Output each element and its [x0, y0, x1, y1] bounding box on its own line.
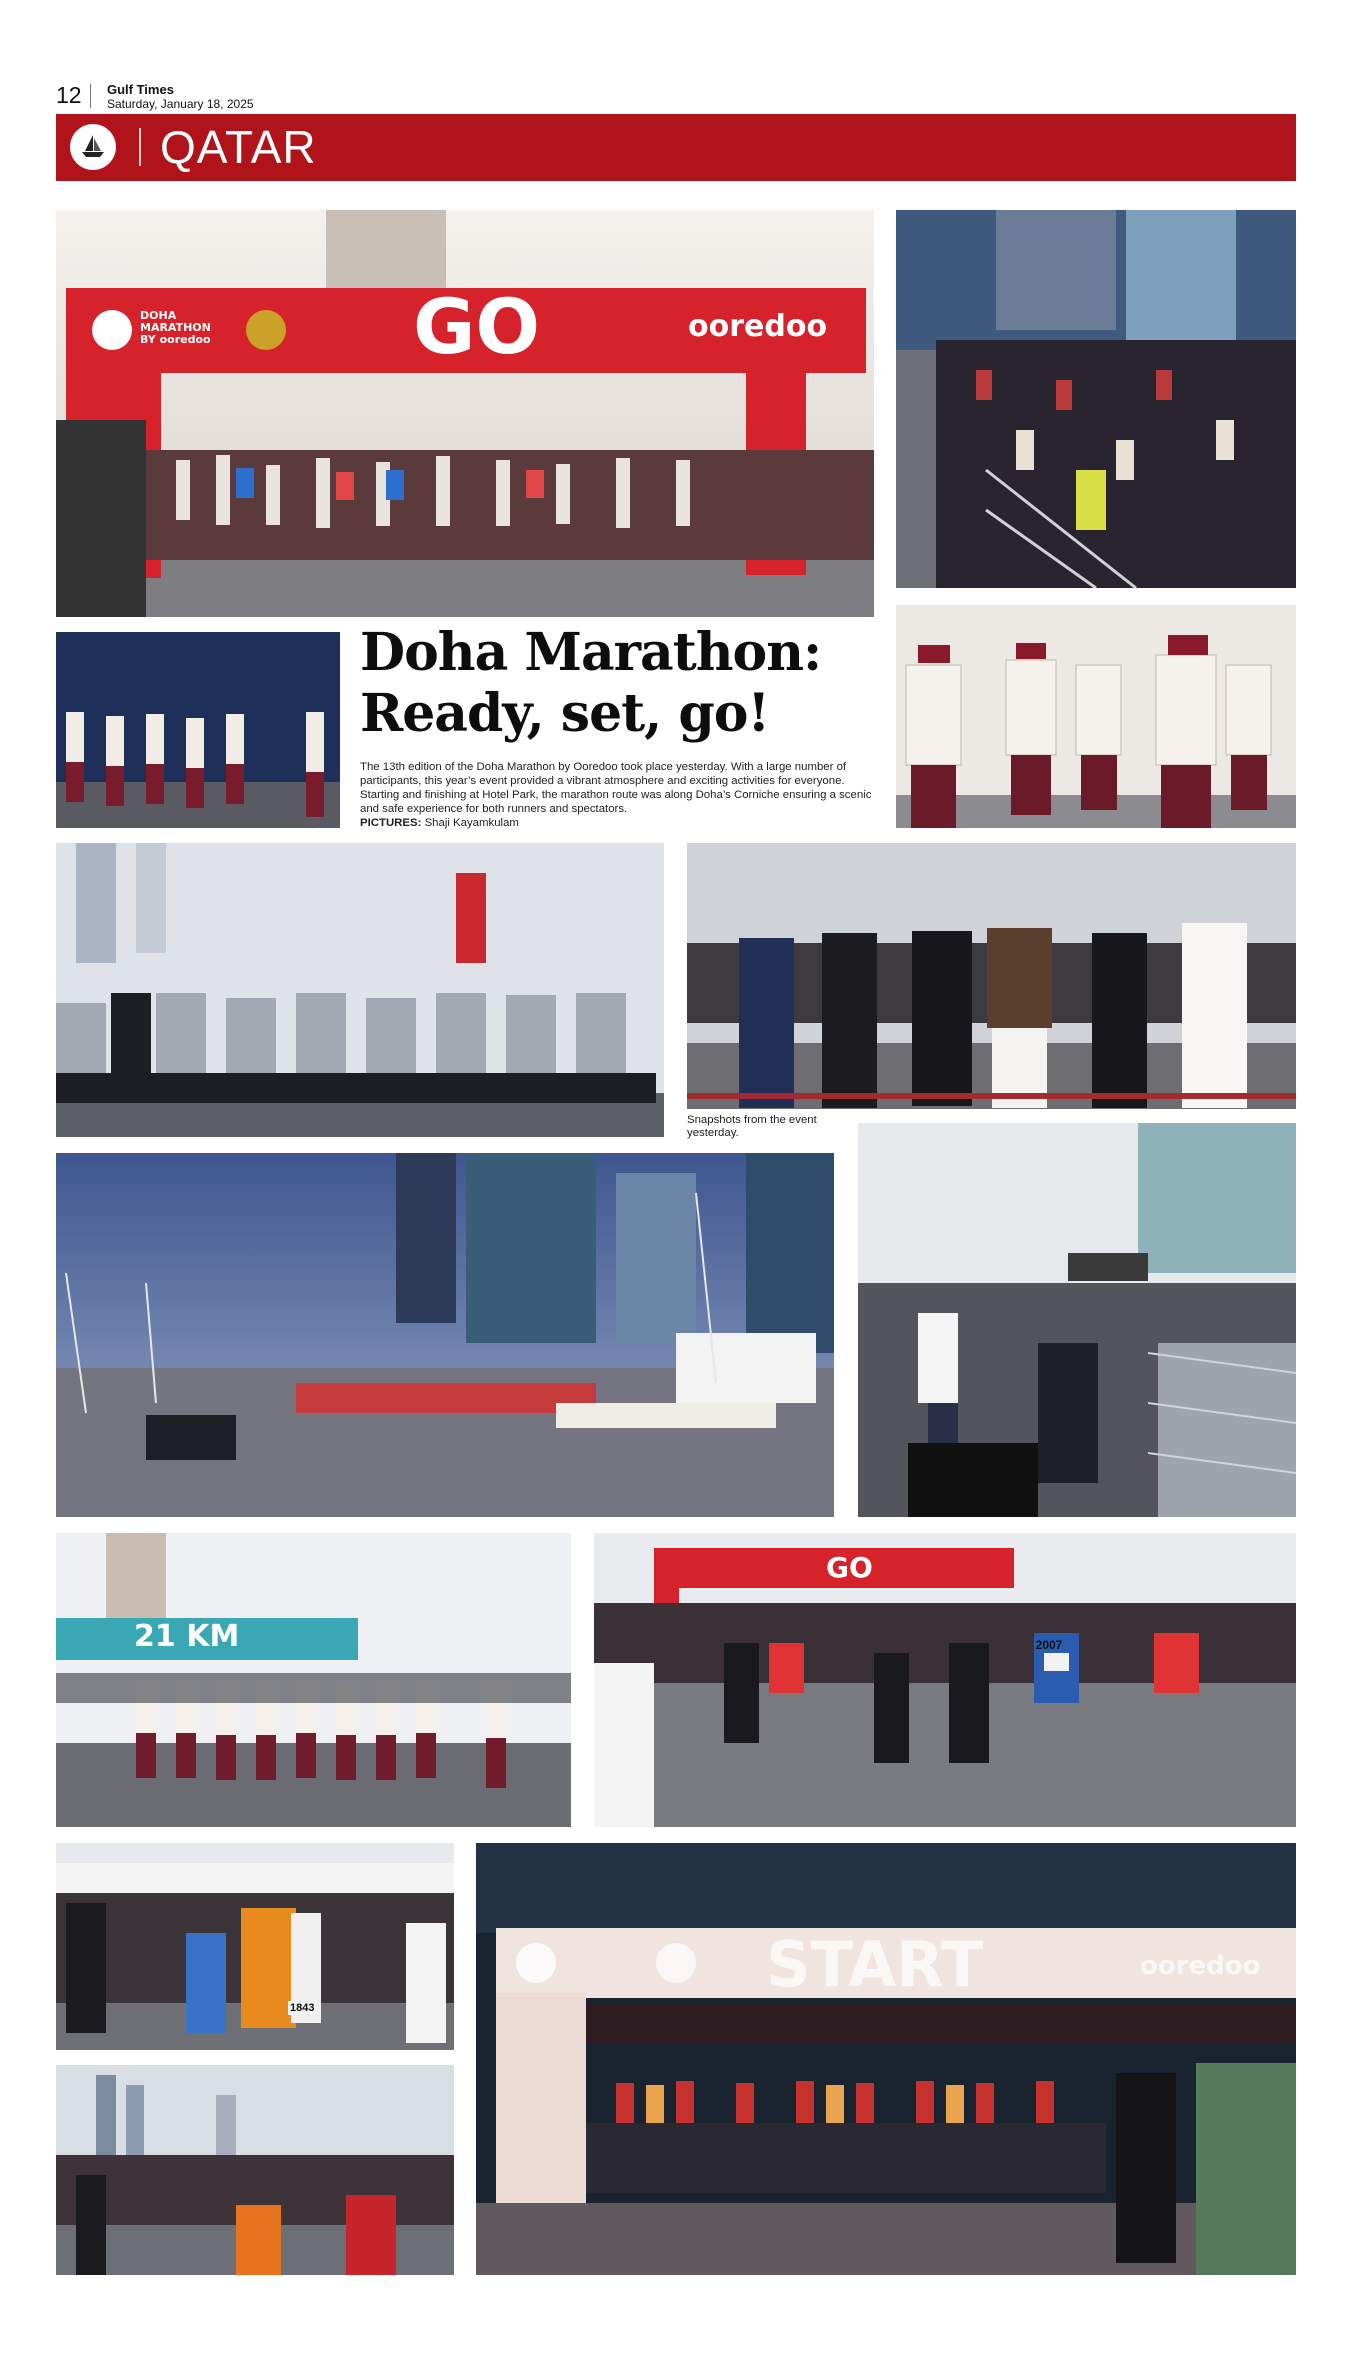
go-arch-text: GO	[413, 282, 540, 371]
photo-military-band-night	[56, 632, 340, 828]
bib-number: 2007	[1035, 1638, 1063, 1652]
photo-runners-go-arch	[594, 1533, 1296, 1827]
km-sign-text: 21 KM	[134, 1619, 240, 1654]
photo-crowd-corniche	[896, 210, 1296, 588]
page-number: 12	[56, 82, 82, 108]
photo-spectators-barrier	[858, 1123, 1296, 1517]
photo-go-arch-start	[56, 210, 874, 617]
doha-marathon-logo: DOHA MARATHON BY ooredoo	[140, 309, 211, 346]
photo-runners-street	[56, 1843, 454, 2050]
photo-credit: PICTURES: Shaji Kayamkulam	[360, 817, 519, 829]
bib-number-2: 1843	[290, 2002, 315, 2014]
photo-volunteers-group	[56, 843, 664, 1137]
start-arch-brand: ooredoo	[1140, 1951, 1261, 1981]
section-title: QATAR	[160, 121, 317, 173]
photo-caption: Snapshots from the event yesterday.	[687, 1114, 817, 1139]
photo-dignitaries	[687, 843, 1296, 1109]
section-separator	[139, 128, 141, 166]
header-divider	[90, 84, 91, 108]
article-headline: Doha Marathon: Ready, set, go!	[360, 622, 822, 744]
photo-runners-towers	[56, 2065, 454, 2275]
photo-start-arch-night	[476, 1843, 1296, 2275]
publication-name: Gulf Times	[107, 82, 174, 97]
photo-bagpipe-band	[896, 605, 1296, 828]
photo-21km-band	[56, 1533, 571, 1827]
photo-corniche-road-dusk	[56, 1153, 834, 1517]
publication-date: Saturday, January 18, 2025	[107, 97, 254, 111]
article-body: The 13th edition of the Doha Marathon by Ooredoo took place yesterday. With a large number of participants, this year’s event provided a vibrant atmosphere and exciting activities for everyone. Starting and finishing at Hotel Park, the marathon route was along Doha’s Corniche ensuring a scenic and safe experience for both runners and spectators.	[360, 761, 872, 815]
go-arch-text-2: GO	[826, 1551, 873, 1584]
arch-brand-text: ooredoo	[688, 309, 828, 344]
dhow-logo-icon	[70, 124, 116, 170]
start-arch-text: START	[766, 1928, 984, 2001]
